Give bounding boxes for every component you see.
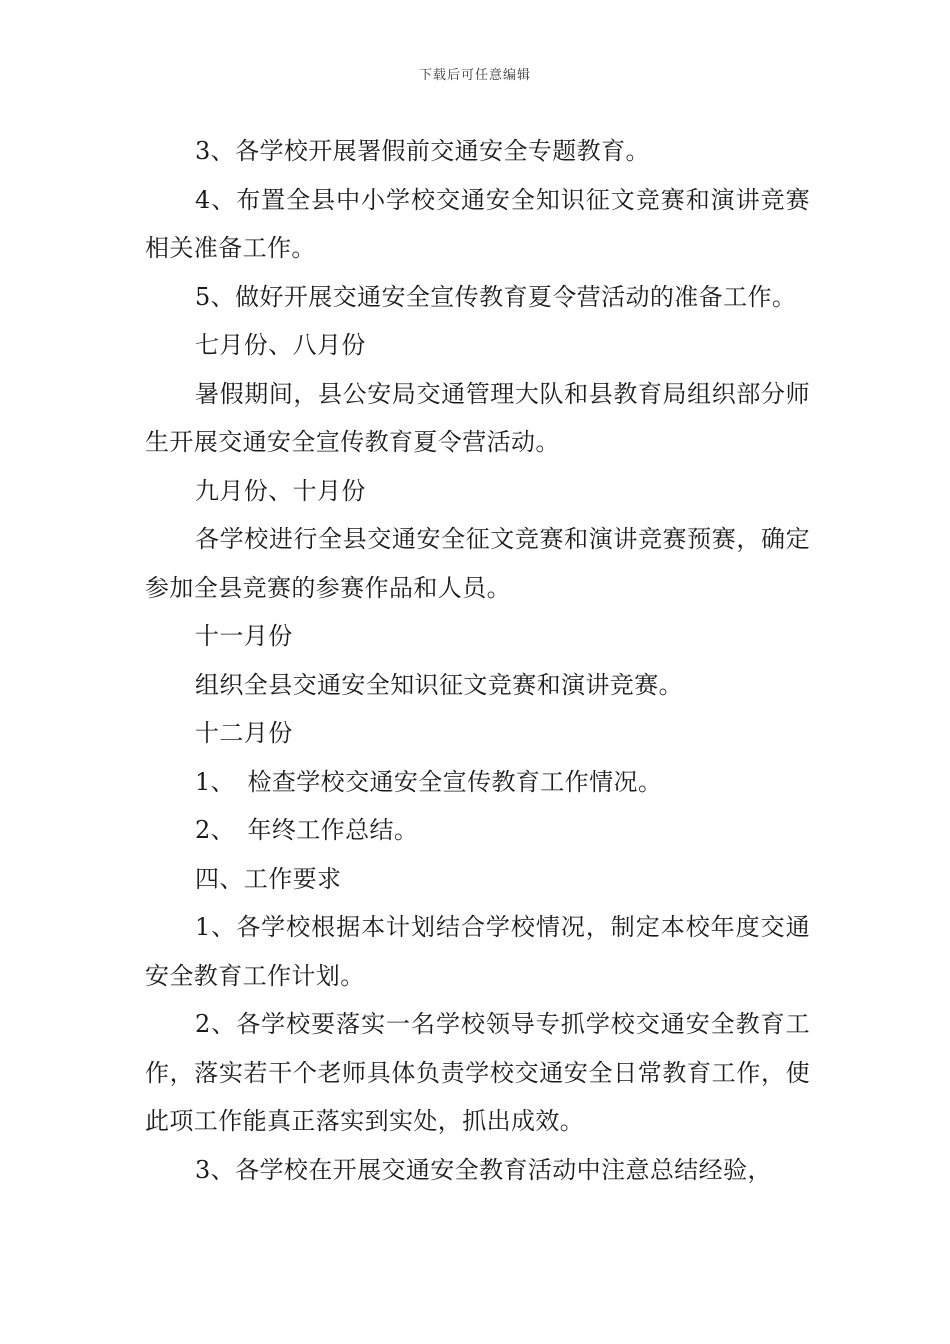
paragraph-req-item-3: 3、各学校在开展交通安全教育活动中注意总结经验， [195,1155,772,1184]
section-heading-requirements: 四、工作要求 [195,864,342,893]
paragraph-summer-camp: 暑假期间，县公安局交通管理大队和县教育局组织部分师生开展交通安全宣传教育夏令营活动。 [145,379,810,456]
section-heading-july-august: 七月份、八月份 [195,331,366,359]
page-header: 下载后可任意编辑 [418,68,531,83]
document-body [145,127,810,1194]
paragraph-competition: 组织全县交通安全知识征文竞赛和演讲竞赛。 [195,670,683,699]
paragraph-item-4: 4、布置全县中小学校交通安全知识征文竞赛和演讲竞赛相关准备工作。 [145,185,810,262]
paragraph-item-3: 3、各学校开展署假前交通安全专题教育。 [195,137,650,165]
paragraph-req-item-1: 1、各学校根据本计划结合学校情况，制定本校年度交通安全教育工作计划。 [145,913,810,990]
section-heading-sept-oct: 九月份、十月份 [195,476,366,505]
paragraph-item-5: 5、做好开展交通安全宣传教育夏令营活动的准备工作。 [195,282,797,311]
section-heading-december: 十二月份 [195,719,293,747]
paragraph-dec-item-1: 1、 检查学校交通安全宣传教育工作情况。 [195,767,663,796]
paragraph-req-item-2: 2、各学校要落实一名学校领导专抓学校交通安全教育工作，落实若干个老师具体负责学校交通安全日常教育工作，使此项工作能真正落实到实处，抓出成效。 [145,1010,810,1135]
paragraph-dec-item-2: 2、 年终工作总结。 [195,816,419,844]
section-heading-november: 十一月份 [195,622,293,650]
paragraph-preliminary: 各学校进行全县交通安全征文竞赛和演讲竞赛预赛，确定参加全县竞赛的参赛作品和人员。 [145,525,810,602]
